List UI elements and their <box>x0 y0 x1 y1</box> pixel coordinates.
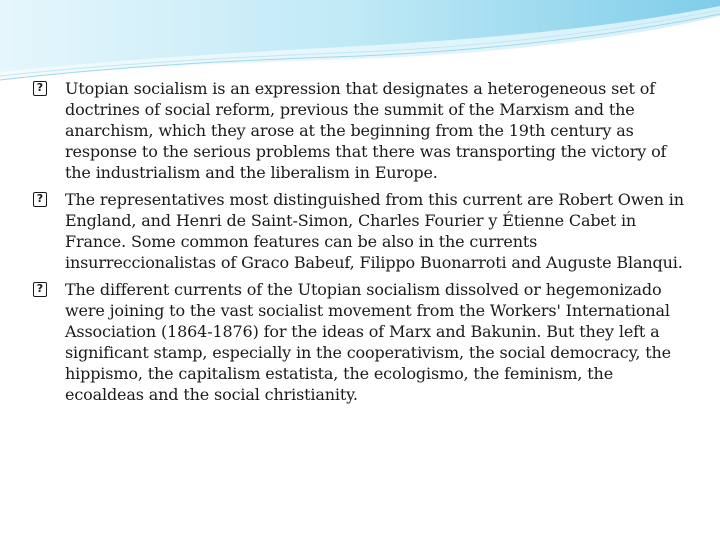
bullet-text: Utopian socialism is an expression that designates a heterogeneous set of doctrines of social reform, previous the summit of the Marxism and the anarchism, which they arose at the beginning from the 19th century as response to the serious problems that there was transporting the victory of the industrialism and the liberalism in Europe. <box>65 79 667 182</box>
bullet-item-3 <box>30 279 690 405</box>
bullet-text: The representatives most distinguished from this current are Robert Owen in England, and Henri de Saint-Simon, Charles Fourier y Étienne Cabet in France. Some common features can be also in the currents insurreccionalistas of Graco Babeuf, Filippo Buonarroti and Auguste Blanqui. <box>65 190 684 272</box>
bullet-marker-icon: ? <box>33 192 47 207</box>
bullet-text: The different currents of the Utopian socialism dissolved or hegemonizado were joining to the vast socialist movement from the Workers' International Association (1864-1876) for the ideas of Marx and Bakunin. But they left a significant stamp, especially in the cooperativism, the social democracy, the hippismo, the capitalism estatista, the ecologismo, the feminism, the ecoaldeas and the social christianity. <box>65 280 671 404</box>
header-wave-decoration <box>0 0 720 90</box>
bullet-item-1 <box>30 78 690 183</box>
bullet-list <box>30 78 690 411</box>
bullet-marker-icon: ? <box>33 282 47 297</box>
bullet-marker-icon: ? <box>33 81 47 96</box>
bullet-item-2 <box>30 189 690 273</box>
